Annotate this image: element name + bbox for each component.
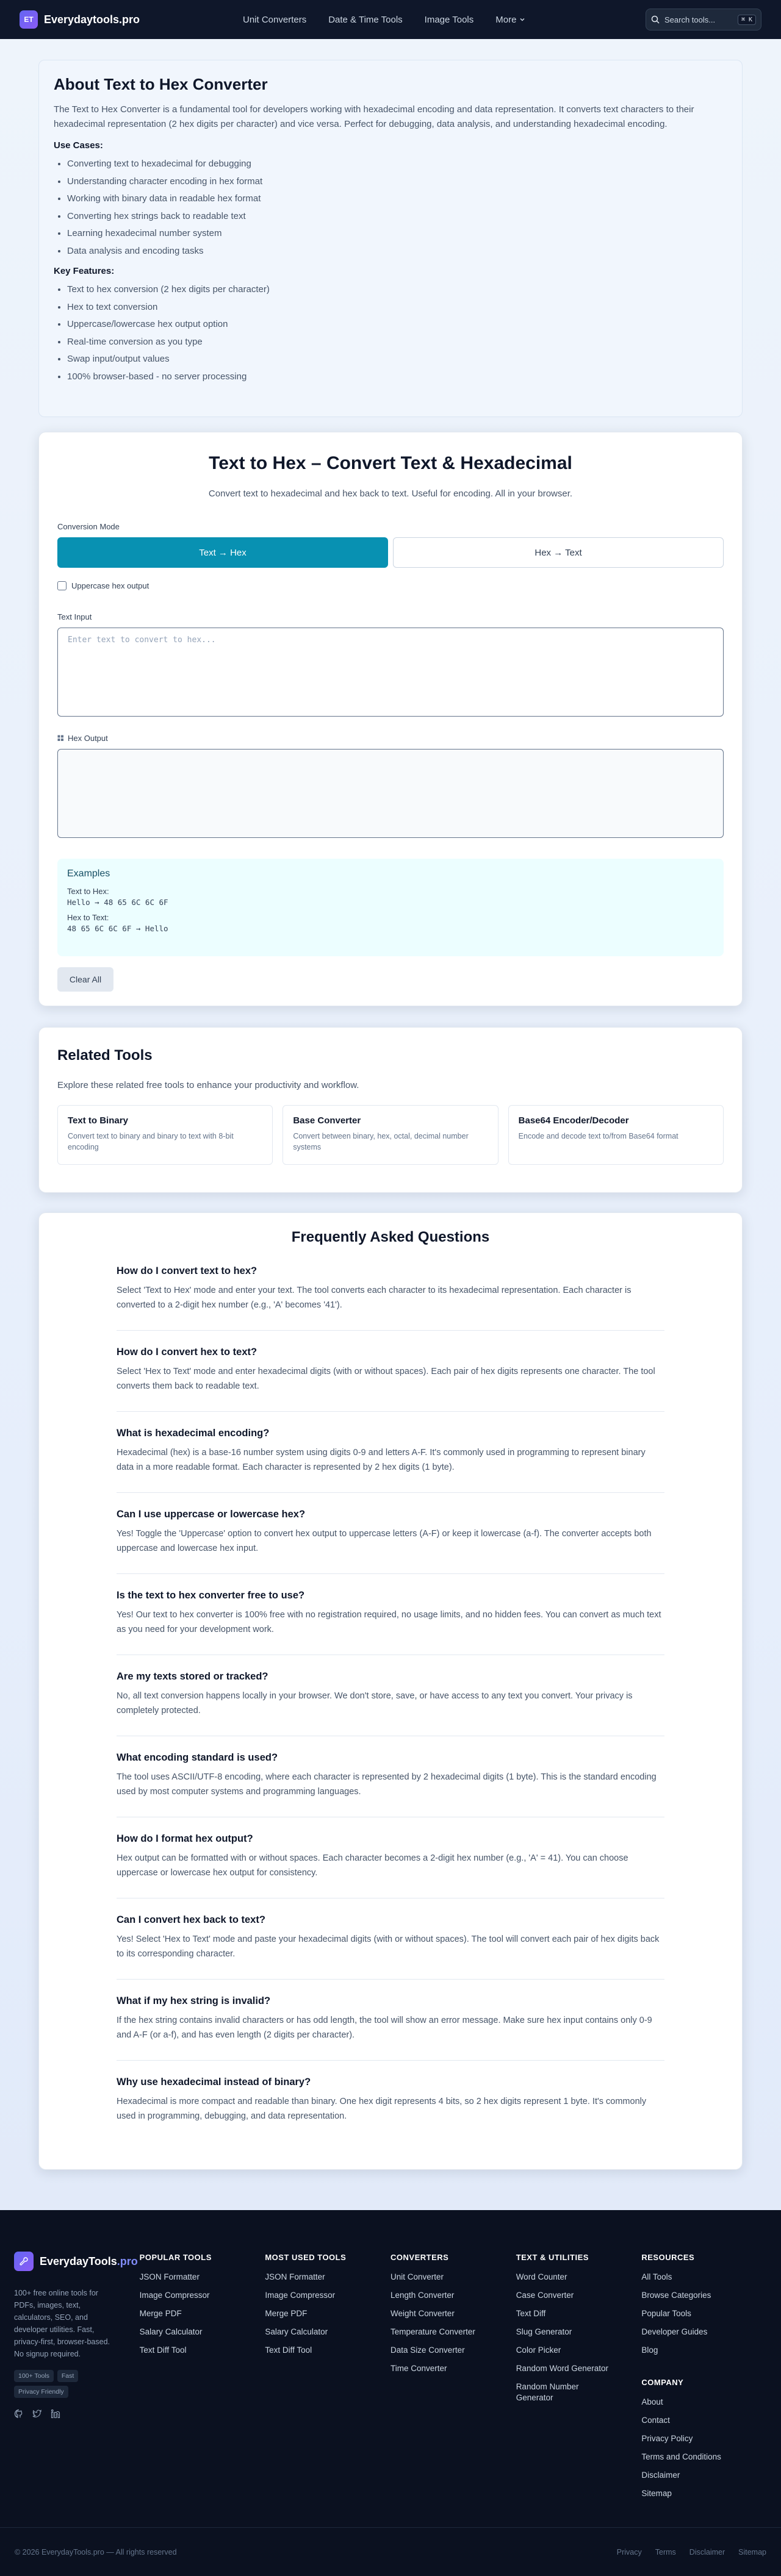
badge: Fast bbox=[57, 2370, 78, 2382]
footer-columns bbox=[14, 2210, 767, 2506]
footer-link[interactable]: Terms and Conditions bbox=[641, 2452, 721, 2461]
footer-col-title: COMPANY bbox=[641, 2378, 684, 2387]
related-tools-section bbox=[38, 1027, 743, 1193]
related-tool-text-to-binary[interactable] bbox=[57, 1105, 273, 1165]
linkedin-icon[interactable] bbox=[51, 2409, 60, 2419]
text-input-label: Text Input bbox=[57, 612, 92, 621]
related-tool-title: Base64 Encoder/Decoder bbox=[518, 1115, 629, 1126]
nav-link-more-label: More bbox=[495, 14, 517, 25]
faq-question: What is hexadecimal encoding? bbox=[117, 1428, 270, 1439]
faq-answer: Select 'Hex to Text' mode and enter hexadecimal digits (with or without spaces). Each pair of hex digits represents one character. The tool converts them back to readable text. bbox=[117, 1367, 655, 1391]
example-code: Hello → 48 65 6C 6C 6F bbox=[67, 898, 168, 907]
footer-link[interactable]: About bbox=[641, 2397, 663, 2406]
list-item: • Converting hex strings back to readable text bbox=[67, 208, 727, 226]
faq-item bbox=[117, 1995, 664, 2061]
uppercase-option[interactable] bbox=[57, 581, 724, 590]
footer-link[interactable]: Browse Categories bbox=[641, 2291, 711, 2300]
footer-link[interactable]: Text Diff Tool bbox=[265, 2345, 312, 2355]
footer-bottom-bar bbox=[0, 2527, 781, 2576]
related-tool-base64[interactable] bbox=[508, 1105, 724, 1165]
about-title: About Text to Hex Converter bbox=[54, 75, 268, 93]
tool-subtitle: Convert text to hexadecimal and hex back to text. Useful for encoding. All in your browser. bbox=[208, 488, 573, 499]
wrench-icon bbox=[14, 2252, 34, 2271]
faq-answer: No, all text conversion happens locally in your browser. We don't store, save, or have access to any text you convert. Your privacy is completely protected. bbox=[117, 1691, 633, 1716]
brand-logo-icon: ET bbox=[20, 10, 38, 29]
faq-item bbox=[117, 1347, 664, 1412]
footer-link[interactable]: JSON Formatter bbox=[265, 2272, 325, 2281]
nav-link-image-tools[interactable]: Image Tools bbox=[424, 14, 474, 25]
related-tool-desc: Convert between binary, hex, octal, decimal number systems bbox=[293, 1132, 469, 1151]
nav-link-date-time-tools[interactable]: Date & Time Tools bbox=[328, 14, 403, 25]
footer-col-title: TEXT & UTILITIES bbox=[516, 2253, 589, 2262]
related-tool-title: Base Converter bbox=[293, 1115, 361, 1126]
footer-col-title: RESOURCES bbox=[641, 2253, 695, 2262]
clear-all-button[interactable]: Clear All bbox=[57, 967, 113, 992]
github-icon[interactable] bbox=[14, 2409, 24, 2419]
faq-question: Can I use uppercase or lowercase hex? bbox=[117, 1509, 306, 1520]
chevron-down-icon bbox=[519, 16, 526, 23]
twitter-icon[interactable] bbox=[32, 2409, 42, 2419]
footer-brand bbox=[14, 2252, 140, 2506]
search-icon bbox=[651, 15, 660, 24]
faq-title: Frequently Asked Questions bbox=[291, 1229, 490, 1245]
example-code: 48 65 6C 6C 6F → Hello bbox=[67, 924, 168, 933]
footer-bottom-link[interactable]: Privacy bbox=[616, 2547, 642, 2556]
faq-answer: Hexadecimal (hex) is a base-16 number system using digits 0-9 and letters A-F. It's commonly used in programming to represent binary data in a more readable format. Each character is represented by 2 hex digits (1 byte). bbox=[117, 1448, 646, 1472]
footer-link[interactable]: Sitemap bbox=[641, 2489, 672, 2498]
footer-link[interactable]: Case Converter bbox=[516, 2291, 574, 2300]
footer-link[interactable]: Blog bbox=[641, 2345, 658, 2355]
faq-answer: Select 'Text to Hex' mode and enter your text. The tool converts each character to its hexadecimal representation. Each character is converted to a 2-digit hex number (e.g., 'A' becomes '41'). bbox=[117, 1286, 632, 1310]
footer-col-resources bbox=[641, 2252, 767, 2506]
related-tool-desc: Encode and decode text to/from Base64 format bbox=[518, 1132, 678, 1140]
footer-link[interactable]: Random Word Generator bbox=[516, 2364, 609, 2373]
hex-output-label: Hex Output bbox=[68, 734, 108, 743]
footer-badges bbox=[14, 2370, 118, 2398]
footer-link[interactable]: Weight Converter bbox=[390, 2309, 455, 2318]
footer-col-most-used bbox=[265, 2252, 390, 2506]
footer-brand-main: EverydayTools bbox=[40, 2255, 117, 2267]
brand-link[interactable] bbox=[20, 10, 140, 29]
use-cases-title: Use Cases: bbox=[54, 140, 103, 151]
nav-link-more[interactable] bbox=[495, 15, 526, 25]
footer-description: 100+ free online tools for PDFs, images, text, calculators, SEO, and developer utilities. Fast, privacy-first, browser-based. No signup required. bbox=[14, 2289, 110, 2358]
faq-item bbox=[117, 1590, 664, 1655]
footer-link[interactable]: Color Picker bbox=[516, 2345, 561, 2355]
related-tools-title: Related Tools bbox=[57, 1047, 153, 1064]
list-item: • Hex to text conversion bbox=[67, 299, 727, 317]
footer-brand-link[interactable] bbox=[14, 2252, 140, 2271]
hex-to-text-button[interactable]: Hex → Text bbox=[393, 537, 724, 568]
footer-col-converters bbox=[390, 2252, 516, 2506]
faq-question: Is the text to hex converter free to use? bbox=[117, 1590, 305, 1601]
footer-link[interactable]: Image Compressor bbox=[265, 2291, 336, 2300]
footer-link[interactable]: Image Compressor bbox=[139, 2291, 210, 2300]
footer-link[interactable]: Data Size Converter bbox=[390, 2345, 465, 2355]
faq-item bbox=[117, 1509, 664, 1574]
related-tool-base-converter[interactable] bbox=[283, 1105, 498, 1165]
faq-answer: The tool uses ASCII/UTF-8 encoding, where each character is represented by 2 hexadecimal digits (1 byte). This is the standard encoding used by most computer systems and programming languages. bbox=[117, 1772, 657, 1797]
footer-bottom-link[interactable]: Disclaimer bbox=[689, 2547, 725, 2556]
uppercase-label: Uppercase hex output bbox=[71, 581, 149, 590]
about-description: The Text to Hex Converter is a fundamental tool for developers working with hexadecimal encoding and data representation. It converts text characters to their hexadecimal representation (2 hex digits per character) and vice versa. Perfect for debugging, data analysis, and understanding hexadecimal encoding. bbox=[54, 104, 694, 129]
main-content bbox=[38, 39, 743, 2170]
faq-question: How do I format hex output? bbox=[117, 1833, 253, 1844]
faq-question: What if my hex string is invalid? bbox=[117, 1995, 271, 2006]
faq-item bbox=[117, 1752, 664, 1817]
conversion-mode-label: Conversion Mode bbox=[57, 522, 120, 531]
footer-link[interactable]: JSON Formatter bbox=[139, 2272, 200, 2281]
related-tools-grid bbox=[57, 1105, 724, 1165]
copyright: © 2026 EverydayTools.pro — All rights reserved bbox=[15, 2547, 177, 2556]
faq-list bbox=[117, 1265, 664, 2142]
text-input[interactable]: Enter text to convert to hex... bbox=[57, 628, 724, 717]
footer-link[interactable]: Text Diff bbox=[516, 2309, 546, 2318]
faq-question: How do I convert text to hex? bbox=[117, 1265, 257, 1276]
mode-toggle bbox=[57, 537, 724, 568]
badge: 100+ Tools bbox=[14, 2370, 54, 2382]
footer-bottom-links bbox=[617, 2548, 766, 2556]
faq-question: Are my texts stored or tracked? bbox=[117, 1671, 268, 1682]
footer-link[interactable]: Temperature Converter bbox=[390, 2327, 475, 2336]
list-item: • Data analysis and encoding tasks bbox=[67, 243, 727, 260]
nav-links bbox=[243, 15, 526, 25]
faq-question: Can I convert hex back to text? bbox=[117, 1914, 265, 1925]
footer-link[interactable]: Contact bbox=[641, 2416, 670, 2425]
list-item: • Text to hex conversion (2 hex digits per character) bbox=[67, 281, 727, 299]
footer-link[interactable]: Merge PDF bbox=[139, 2309, 182, 2318]
footer-col-popular bbox=[140, 2252, 265, 2506]
faq-question: What encoding standard is used? bbox=[117, 1752, 278, 1763]
faq-question: Why use hexadecimal instead of binary? bbox=[117, 2077, 311, 2088]
faq-question: How do I convert hex to text? bbox=[117, 1347, 257, 1358]
footer-link[interactable]: Merge PDF bbox=[265, 2309, 308, 2318]
footer-link[interactable]: Slug Generator bbox=[516, 2327, 572, 2336]
footer-col-title: CONVERTERS bbox=[390, 2253, 449, 2262]
list-item: • Converting text to hexadecimal for debugging bbox=[67, 156, 727, 173]
faq-answer: Yes! Select 'Hex to Text' mode and paste your hexadecimal digits (with or without spaces). The tool will convert each pair of hex digits back to its corresponding character. bbox=[117, 1934, 660, 1959]
faq-item bbox=[117, 1914, 664, 1980]
features-list bbox=[54, 281, 727, 385]
uppercase-checkbox[interactable] bbox=[57, 581, 67, 590]
related-tools-description: Explore these related free tools to enhance your productivity and workflow. bbox=[57, 1080, 359, 1090]
badge: Privacy Friendly bbox=[14, 2386, 68, 2398]
faq-item bbox=[117, 1428, 664, 1493]
about-section bbox=[38, 60, 743, 417]
social-links bbox=[14, 2409, 140, 2419]
examples-box bbox=[57, 859, 724, 956]
features-title: Key Features: bbox=[54, 266, 115, 276]
faq-section bbox=[38, 1212, 743, 2170]
faq-answer: Hex output can be formatted with or without spaces. Each character becomes a 2-digit hex number (e.g., 'A' = 41). You can choose uppercase or lowercase hex output for consistency. bbox=[117, 1853, 628, 1878]
faq-answer: Yes! Toggle the 'Uppercase' option to convert hex output to uppercase letters (A-F) or keep it lowercase (a-f). The converter accepts both uppercase and lowercase hex input. bbox=[117, 1529, 652, 1553]
related-tool-title: Text to Binary bbox=[68, 1115, 128, 1126]
footer-link[interactable]: Word Counter bbox=[516, 2272, 567, 2281]
footer-link[interactable]: Disclaimer bbox=[641, 2470, 680, 2480]
footer-link[interactable]: Text Diff Tool bbox=[139, 2345, 187, 2355]
faq-answer: If the hex string contains invalid characters or has odd length, the tool will show an error message. Make sure hex input contains only 0-9 and A-F (or a-f), and has even length (2 digits per character). bbox=[117, 2016, 652, 2040]
footer-link[interactable]: Length Converter bbox=[390, 2291, 455, 2300]
example-title: Text to Hex: bbox=[67, 887, 109, 896]
example-title: Hex to Text: bbox=[67, 913, 109, 922]
list-item: • Working with binary data in readable hex format bbox=[67, 190, 727, 208]
faq-item bbox=[117, 1671, 664, 1736]
search-shortcut-kbd: ⌘ K bbox=[738, 15, 756, 25]
examples-title: Examples bbox=[67, 868, 110, 879]
footer-col-title: MOST USED TOOLS bbox=[265, 2253, 347, 2262]
list-item: • Real-time conversion as you type bbox=[67, 334, 727, 351]
nav-link-unit-converters[interactable]: Unit Converters bbox=[243, 14, 307, 25]
top-nav bbox=[0, 0, 781, 39]
brand-name: Everydaytools.pro bbox=[44, 13, 140, 26]
list-item: • Understanding character encoding in hex format bbox=[67, 173, 727, 191]
site-footer bbox=[0, 2210, 781, 2576]
footer-bottom-link[interactable]: Terms bbox=[655, 2547, 676, 2556]
faq-item bbox=[117, 1833, 664, 1898]
hex-output-label-row bbox=[57, 734, 724, 743]
faq-item bbox=[117, 2077, 664, 2142]
footer-link[interactable]: Salary Calculator bbox=[139, 2327, 203, 2336]
footer-link[interactable]: All Tools bbox=[641, 2272, 672, 2281]
footer-link[interactable]: Time Converter bbox=[390, 2364, 447, 2373]
list-item: • Learning hexadecimal number system bbox=[67, 225, 727, 243]
footer-brand-name bbox=[40, 2255, 138, 2268]
faq-item bbox=[117, 1265, 664, 1331]
footer-link[interactable]: Random Number Generator bbox=[516, 2382, 579, 2402]
grid-icon bbox=[57, 735, 64, 742]
footer-link[interactable]: Privacy Policy bbox=[641, 2434, 693, 2443]
converter-tool bbox=[38, 432, 743, 1006]
footer-bottom-link[interactable]: Sitemap bbox=[738, 2547, 766, 2556]
list-item: • Uppercase/lowercase hex output option bbox=[67, 316, 727, 334]
related-tool-desc: Convert text to binary and binary to text with 8-bit encoding bbox=[68, 1132, 234, 1151]
footer-link[interactable]: Unit Converter bbox=[390, 2272, 444, 2281]
footer-col-text-utilities bbox=[516, 2252, 642, 2506]
footer-link[interactable]: Salary Calculator bbox=[265, 2327, 328, 2336]
page-title: Text to Hex – Convert Text & Hexadecimal bbox=[209, 453, 572, 473]
footer-link[interactable]: Developer Guides bbox=[641, 2327, 708, 2336]
search-button[interactable] bbox=[646, 9, 761, 30]
footer-brand-accent: .pro bbox=[117, 2255, 138, 2267]
footer-link[interactable]: Popular Tools bbox=[641, 2309, 691, 2318]
search-placeholder: Search tools... bbox=[664, 15, 716, 24]
list-item: • Swap input/output values bbox=[67, 351, 727, 368]
use-cases-list bbox=[54, 156, 727, 260]
faq-answer: Yes! Our text to hex converter is 100% free with no registration required, no usage limits, and no hidden fees. You can convert as much text as you need for your development work. bbox=[117, 1610, 661, 1634]
hex-output[interactable] bbox=[57, 749, 724, 838]
text-to-hex-button[interactable]: Text → Hex bbox=[57, 537, 388, 568]
list-item: • 100% browser-based - no server processing bbox=[67, 368, 727, 386]
footer-col-title: POPULAR TOOLS bbox=[139, 2253, 212, 2262]
faq-answer: Hexadecimal is more compact and readable than binary. One hex digit represents 4 bits, so 2 hex digits represent 1 byte. It's commonly used in programming, debugging, and data representation. bbox=[117, 2097, 647, 2121]
